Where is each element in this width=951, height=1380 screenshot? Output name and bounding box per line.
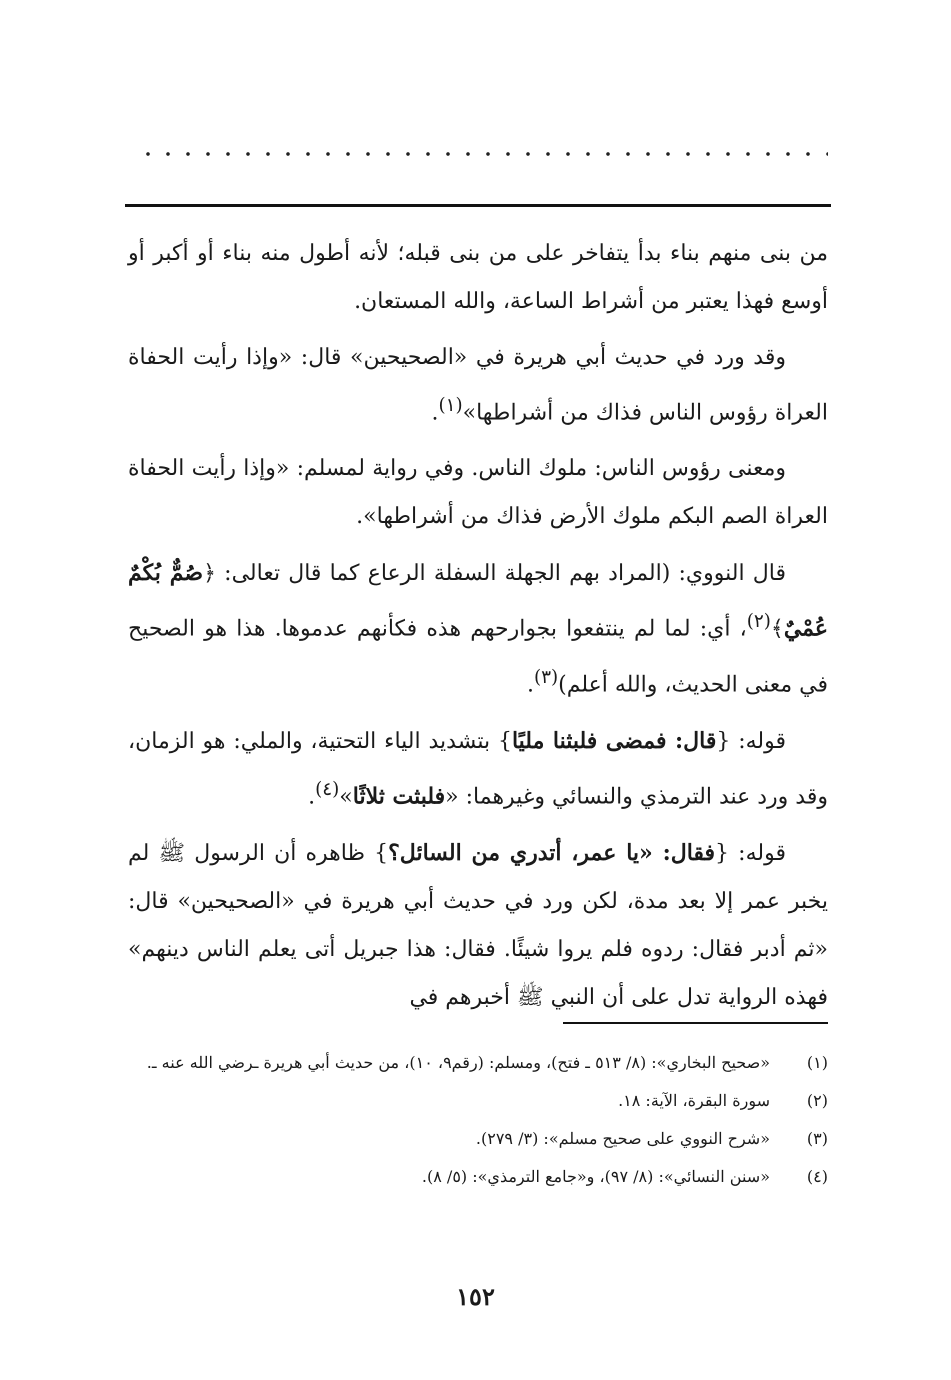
bold-text: فلبثت ثلاثًا <box>352 783 446 810</box>
footnote-ref: (٢) <box>746 611 771 633</box>
text-run: من بنى منهم بناء بدأ يتفاخر على من بنى قبله؛ لأنه أطول منه بناء أو أكبر أو أوسع فهذا يعتبر من أشراط الساعة، والله المستعان. <box>128 241 828 314</box>
page-number: ١٥٢ <box>456 1282 495 1311</box>
footnote-ref: (٤) <box>315 778 340 800</box>
text-run: ، أي: لما لم ينتفعوا بجوارحهم هذه فكأنهم عدموها. هذا هو الصحيح في معنى الحديث، والله أعلم) <box>128 616 828 697</box>
footnote-ref: (١) <box>438 395 463 416</box>
paragraph-4 <box>128 549 828 709</box>
footnote-3 <box>128 1120 828 1158</box>
footnote-number: (٤) <box>806 1167 828 1186</box>
footnote-separator <box>563 1022 828 1024</box>
text-run: } بتشديد الياء التحتية، والملي: هو الزمان، وقد ورد عند الترمذي والنسائي وغيرهما: « <box>128 728 828 810</box>
footnote-number: (١) <box>806 1053 828 1072</box>
bold-text: قال: فمضى فلبثنا مليًا <box>511 727 717 754</box>
bold-text: صُمٌّ بُكْمٌ عُمْيٌ <box>128 560 828 642</box>
header-dotted-line <box>138 148 828 160</box>
text-run: قال النووي: (المراد بهم الجهلة السفلة الرعاع كما قال تعالى: ﴿ <box>203 561 786 587</box>
footnote-text: سورة البقرة، الآية: ١٨. <box>618 1091 770 1110</box>
text-run: . <box>431 400 439 426</box>
footnote-text: «سنن النسائي»: (٨/ ٩٧)، و«جامع الترمذي»: (٥/ ٨). <box>421 1167 770 1186</box>
footnote-4 <box>128 1158 828 1196</box>
text-run: » <box>339 784 353 810</box>
footnote-text: «شرح النووي على صحيح مسلم»: (٣/ ٢٧٩). <box>475 1129 770 1148</box>
header-rule <box>125 204 831 207</box>
paragraph-2 <box>128 334 828 437</box>
footnote-text: «صحيح البخاري»: (٨/ ٥١٣ ـ فتح)، ومسلم: (رقم٩، ١٠)، من حديث أبي هريرة ـرضي الله عنه ـ. <box>146 1053 770 1072</box>
bold-text: فقال: «يا عمر، أتدري من السائل؟ <box>388 840 716 867</box>
paragraph-3 <box>128 445 828 541</box>
text-run: ومعنى رؤوس الناس: ملوك الناس. وفي رواية لمسلم: «وإذا رأيت الحفاة العراة الصم البكم ملوك الأرض فذاك من أشراطها». <box>128 456 828 530</box>
main-text <box>128 230 828 1030</box>
paragraph-6 <box>128 829 828 1022</box>
text-run: . <box>526 671 534 697</box>
footnotes <box>128 1044 828 1196</box>
footnote-2 <box>128 1082 828 1120</box>
text-run: قوله: { <box>715 841 786 867</box>
text-run: قوله: { <box>716 728 786 754</box>
text-run: } ظاهره أن الرسول ﷺ لم يخبر عمر إلا بعد مدة، لكن ورد في حديث أبي هريرة في «الصحيحين» قال: «ثم أدبر فقال: ردوه فلم يروا شيئًا. فقال: هذا جبريل أتى يعلم الناس دينهم» فهذه الرواية تدل على أن النبي ﷺ أخبرهم في <box>128 841 828 1011</box>
text-run: . <box>308 784 316 810</box>
text-run: وقد ورد في حديث أبي هريرة في «الصحيحين» قال: «وإذا رأيت الحفاة العراة رؤوس الناس فذاك من أشراطها» <box>128 345 828 426</box>
footnote-ref: (٣) <box>533 666 559 688</box>
paragraph-5 <box>128 717 828 821</box>
paragraph-1 <box>128 230 828 326</box>
footnote-1 <box>128 1044 828 1082</box>
footnote-number: (٢) <box>806 1091 828 1110</box>
text-run: ﴾ <box>770 616 784 642</box>
footnote-number: (٣) <box>806 1129 828 1148</box>
